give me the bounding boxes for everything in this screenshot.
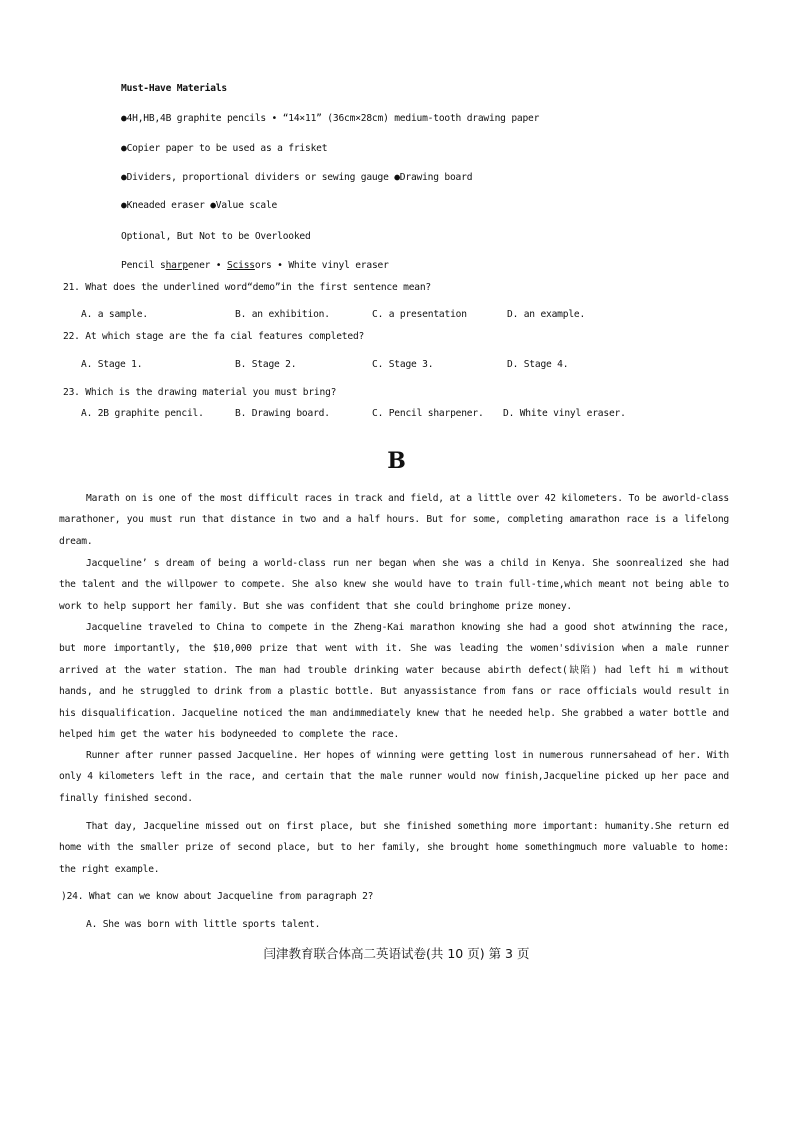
question-24-option-a: A. She was born with little sports talent.: [86, 919, 321, 930]
passage-paragraph-5: That day, Jacqueline missed out on first place, but she finished something more important: humanity.She return ed home with the smaller prize of second place, but to her family, she brought home somethingmuch more valuable to home: the right example.: [59, 821, 729, 875]
question-22-option-b: B. Stage 2.: [235, 359, 297, 370]
passage-paragraph-2: Jacqueline’ s dream of being a world-class run ner began when she was a child in Kenya. She soonrealized she had the talent and the willpower to compete. She also knew she would have to train full-time,which meant not being able to work to help support her family. But she was confident that she could bringhome prize money.: [59, 558, 729, 612]
passage-paragraph-1: Marath on is one of the most difficult races in track and field, at a little over 42 kilometers. To be aworld-class marathoner, you must run that distance in two and a half hours. But for some, completing amarathon race is a lifelong dream.: [59, 493, 729, 547]
question-21-stem: 21. What does the underlined word“demo”in the first sentence mean?: [63, 282, 432, 293]
question-22-option-c: C. Stage 3.: [372, 359, 434, 370]
question-23-option-b: B. Drawing board.: [235, 408, 330, 419]
question-23-stem: 23. Which is the drawing material you must bring?: [63, 387, 337, 398]
question-22-option-a: A. Stage 1.: [81, 359, 143, 370]
section-title: B: [387, 448, 406, 474]
question-23-option-d: D. White vinyl eraser.: [503, 408, 626, 419]
question-23-option-a: A. 2B graphite pencil.: [81, 408, 204, 419]
materials-line-4: ●Kneaded eraser ●Value scale: [121, 200, 278, 211]
question-24-stem: )24. What can we know about Jacqueline from paragraph 2?: [61, 891, 374, 902]
question-21-option-b: B. an exhibition.: [235, 309, 330, 320]
question-21-option-a: A. a sample.: [81, 309, 148, 320]
materials-line-1: ●4H,HB,4B graphite pencils • “14×11” (36cm×28cm) medium-tooth drawing paper: [121, 113, 540, 124]
optional-items: Pencil sharpener • Scissors • White vinyl eraser: [121, 260, 389, 271]
passage-paragraph-3: Jacqueline traveled to China to compete in the Zheng-Kai marathon knowing she had a good shot atwinning the race, but more importantly, the $10,000 prize that went with it. She was leading the women'sdivision when a male runner arrived at the water station. The man had trouble drinking water because abirth defect(缺陷) had left hi m without hands, and he struggled to drink from a plastic bottle. But anyassistance from fans or race officials would result in his disqualification. Jacqueline noticed the man andimmediately knew that he needed help. She grabbed a water bottle and helped him get the water his bodyneeded to complete the race.: [59, 622, 729, 741]
materials-heading: Must-Have Materials: [121, 83, 227, 94]
optional-heading: Optional, But Not to be Overlooked: [121, 231, 311, 242]
question-21-option-c: C. a presentation: [372, 309, 467, 320]
question-22-option-d: D. Stage 4.: [507, 359, 569, 370]
page-footer: 闫津教育联合体高二英语试卷(共 10 页) 第 3 页: [263, 946, 530, 961]
materials-line-2: ●Copier paper to be used as a frisket: [121, 143, 328, 154]
passage-paragraph-4: Runner after runner passed Jacqueline. Her hopes of winning were getting lost in numerous runnersahead of her. With only 4 kilometers left in the race, and certain that the male runner would now finish,Jacqueline picked up her pace and finally finished second.: [59, 750, 729, 804]
question-21-option-d: D. an example.: [507, 309, 586, 320]
materials-line-3: ●Dividers, proportional dividers or sewing gauge ●Drawing board: [121, 172, 473, 183]
question-22-stem: 22. At which stage are the fa cial features completed?: [63, 331, 365, 342]
question-23-option-c: C. Pencil sharpener.: [372, 408, 484, 419]
